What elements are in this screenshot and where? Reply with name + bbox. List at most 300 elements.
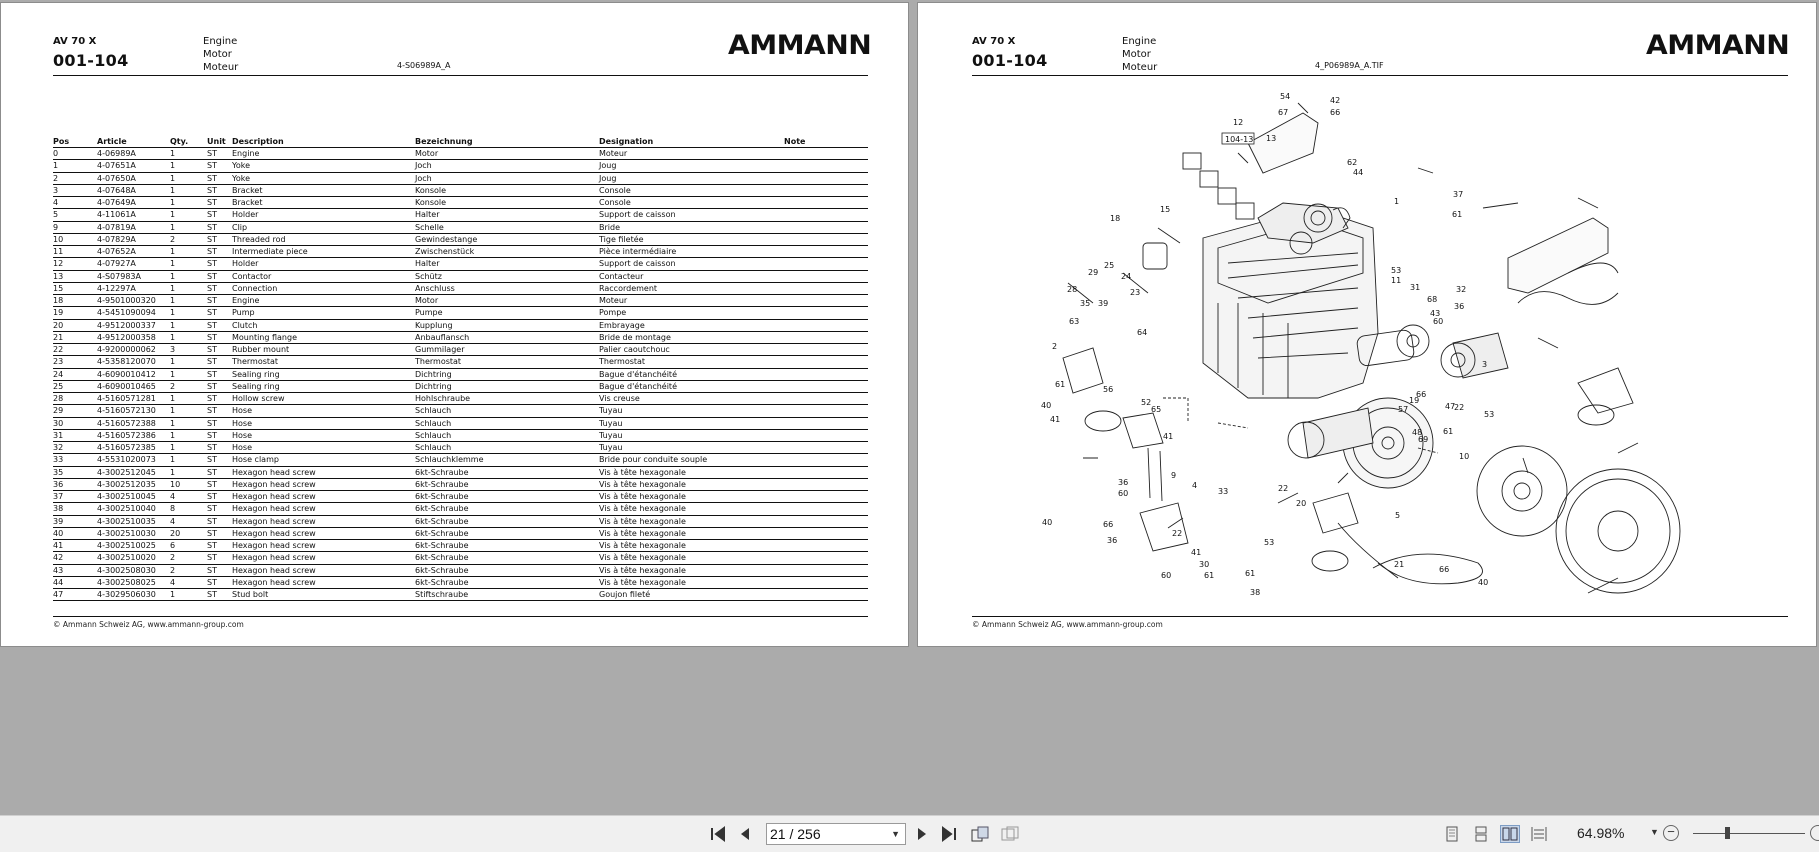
cell-article: 4-5160571281 — [97, 394, 156, 403]
zoom-slider-thumb[interactable] — [1725, 827, 1730, 839]
cell-designation: Vis à tête hexagonale — [599, 553, 686, 563]
exploded-parts-diagram — [918, 3, 1816, 613]
two-page-view-icon[interactable] — [1500, 825, 1520, 843]
cell-pos: 25 — [53, 381, 64, 391]
cell-description: Hexagon head screw — [232, 577, 316, 587]
cell-bezeichnung: 6kt-Schraube — [415, 479, 469, 489]
cell-unit: ST — [207, 369, 217, 379]
callout-44: 44 — [1353, 168, 1364, 177]
cell-article: 4-3002510035 — [97, 516, 156, 526]
table-row — [53, 491, 868, 503]
cell-bezeichnung: Halter — [415, 259, 440, 269]
col-designation: Designation — [599, 137, 654, 146]
cell-designation: Joug — [599, 161, 617, 171]
cell-unit: ST — [207, 332, 217, 342]
table-row — [53, 552, 868, 564]
callout-37: 37 — [1453, 190, 1464, 199]
cell-description: Hexagon head screw — [232, 528, 316, 538]
cell-bezeichnung: 6kt-Schraube — [415, 504, 469, 514]
callout-23: 23 — [1130, 288, 1141, 297]
cell-unit: ST — [207, 296, 217, 305]
cell-unit: ST — [207, 259, 217, 269]
cell-unit: ST — [207, 504, 217, 514]
section-number: 001-104 — [972, 51, 1048, 70]
table-header — [53, 136, 868, 148]
cell-designation: Thermostat — [599, 357, 646, 367]
two-page-continuous-icon[interactable] — [1529, 825, 1549, 843]
cell-unit: ST — [207, 467, 217, 477]
cell-description: Holder — [232, 210, 259, 220]
callout-21: 21 — [1394, 560, 1405, 569]
cell-qty: 1 — [170, 198, 176, 207]
cell-description: Hexagon head screw — [232, 504, 316, 514]
cell-description: Hose clamp — [232, 455, 279, 465]
callout-32: 32 — [1456, 285, 1467, 294]
callout-54: 54 — [1280, 92, 1291, 101]
cell-article: 4-11061A — [97, 210, 136, 220]
parts-table — [53, 136, 868, 601]
cell-description: Threaded rod — [232, 234, 286, 244]
cell-qty: 1 — [170, 271, 176, 281]
callout-48: 48 — [1412, 428, 1423, 437]
callout-60: 60 — [1161, 571, 1172, 580]
cell-qty: 1 — [170, 185, 176, 195]
cell-pos: 29 — [53, 406, 64, 416]
callout-61: 61 — [1443, 427, 1454, 436]
cell-unit: ST — [207, 381, 217, 391]
table-row — [53, 222, 868, 234]
cell-pos: 15 — [53, 283, 64, 293]
cell-unit: ST — [207, 222, 217, 232]
callout-64: 64 — [1137, 328, 1148, 337]
cell-qty: 20 — [170, 528, 181, 538]
callout-53: 53 — [1391, 266, 1402, 275]
continuous-view-icon[interactable] — [1471, 825, 1491, 843]
cell-pos: 21 — [53, 332, 64, 342]
table-row — [53, 369, 868, 381]
cell-description: Thermostat — [232, 357, 279, 367]
callout-61: 61 — [1204, 571, 1215, 580]
table-row — [53, 381, 868, 393]
cell-bezeichnung: 6kt-Schraube — [415, 516, 469, 526]
cell-pos: 9 — [53, 222, 59, 232]
cell-pos: 42 — [53, 553, 64, 563]
cell-unit: ST — [207, 516, 217, 526]
callout-41: 41 — [1050, 415, 1061, 424]
cell-bezeichnung: Motor — [415, 149, 439, 158]
table-row — [53, 356, 868, 368]
table-row — [53, 393, 868, 405]
cell-designation: Raccordement — [599, 283, 658, 293]
cell-designation: Joug — [599, 173, 617, 183]
zoom-slider[interactable] — [1693, 833, 1805, 834]
cell-qty: 1 — [170, 222, 176, 232]
cell-pos: 38 — [53, 504, 64, 514]
cell-pos: 37 — [53, 492, 64, 501]
callout-65: 65 — [1151, 405, 1162, 414]
cell-article: 4-3002510025 — [97, 541, 156, 550]
cell-bezeichnung: Gewindestange — [415, 234, 478, 244]
cell-pos: 10 — [53, 234, 64, 244]
cell-unit: ST — [207, 345, 217, 354]
cell-article: 4-5358120070 — [97, 357, 156, 367]
cell-designation: Vis à tête hexagonale — [599, 541, 686, 550]
cell-description: Intermediate piece — [232, 247, 308, 256]
callout-31: 31 — [1410, 283, 1421, 292]
cell-article: 4-3002510020 — [97, 553, 156, 563]
cell-article: 4-3029506030 — [97, 590, 156, 599]
cell-qty: 10 — [170, 479, 181, 489]
next-page-icon[interactable] — [912, 825, 932, 843]
cell-description: Hexagon head screw — [232, 541, 316, 550]
cell-bezeichnung: Joch — [415, 173, 432, 183]
page-number-value: 21 / 256 — [770, 826, 821, 842]
cell-qty: 2 — [170, 553, 176, 563]
cell-designation: Bride — [599, 222, 620, 232]
cell-bezeichnung: Anbauflansch — [415, 332, 470, 342]
cell-description: Stud bolt — [232, 590, 269, 599]
cell-pos: 31 — [53, 430, 64, 440]
name-en: Engine — [203, 36, 238, 47]
table-row — [53, 589, 868, 601]
cell-pos: 4 — [53, 198, 59, 207]
cell-bezeichnung: Schütz — [415, 271, 442, 281]
cell-designation: Vis à tête hexagonale — [599, 467, 686, 477]
cell-designation: Support de caisson — [599, 259, 676, 269]
cell-description: Hose — [232, 418, 252, 428]
callout-33: 33 — [1218, 487, 1229, 496]
table-row — [53, 197, 868, 209]
zoom-level[interactable]: 64.98% — [1577, 825, 1625, 841]
cell-description: Hexagon head screw — [232, 553, 316, 563]
callout-40: 40 — [1478, 578, 1489, 587]
cell-article: 4-07648A — [97, 185, 136, 195]
rotate-view-icon[interactable] — [970, 825, 990, 843]
cell-article: 4-6090010465 — [97, 381, 156, 391]
cell-pos: 18 — [53, 296, 64, 305]
callout-40: 40 — [1041, 401, 1052, 410]
cell-designation: Vis à tête hexagonale — [599, 565, 686, 575]
footer-copyright: © Ammann Schweiz AG, www.ammann-group.com — [972, 620, 1163, 629]
cell-qty: 1 — [170, 259, 176, 269]
cell-unit: ST — [207, 247, 217, 256]
ammann-logo: AMMANN — [1646, 30, 1790, 61]
callout-67: 67 — [1278, 108, 1289, 117]
model-name: AV 70 X — [972, 36, 1016, 47]
cell-description: Sealing ring — [232, 369, 280, 379]
cell-bezeichnung: 6kt-Schraube — [415, 528, 469, 538]
cell-article: 4-07650A — [97, 173, 136, 183]
cell-designation: Embrayage — [599, 320, 645, 330]
cell-bezeichnung: Schlauch — [415, 443, 452, 452]
cell-description: Hose — [232, 430, 252, 440]
table-row — [53, 234, 868, 246]
cell-article: 4-06989A — [97, 149, 136, 158]
zoom-dropdown-icon[interactable]: ▼ — [1650, 827, 1659, 837]
cell-description: Holder — [232, 259, 259, 269]
cell-article: 4-6090010412 — [97, 369, 156, 379]
cell-unit: ST — [207, 492, 217, 501]
cell-pos: 43 — [53, 565, 64, 575]
cell-unit: ST — [207, 308, 217, 318]
cell-pos: 30 — [53, 418, 64, 428]
cell-bezeichnung: Pumpe — [415, 308, 443, 318]
cell-qty: 1 — [170, 357, 176, 367]
last-page-icon[interactable] — [939, 825, 959, 843]
cell-unit: ST — [207, 565, 217, 575]
callout-53: 53 — [1484, 410, 1495, 419]
cell-pos: 11 — [53, 247, 64, 256]
cell-unit: ST — [207, 406, 217, 416]
cell-description: Connection — [232, 283, 278, 293]
name-en: Engine — [1122, 36, 1157, 47]
cell-article: 4-3002512045 — [97, 467, 156, 477]
cell-description: Bracket — [232, 198, 263, 207]
cell-pos: 1 — [53, 161, 59, 171]
cell-designation: Moteur — [599, 149, 628, 158]
zoom-out-icon[interactable]: − — [1663, 825, 1679, 841]
cell-qty: 1 — [170, 332, 176, 342]
cell-bezeichnung: Schlauch — [415, 418, 452, 428]
cell-designation: Moteur — [599, 296, 628, 305]
footer-rule — [53, 616, 868, 617]
cell-designation: Tuyau — [599, 418, 623, 428]
cell-unit: ST — [207, 528, 217, 538]
callout-25: 25 — [1104, 261, 1115, 270]
cell-pos: 2 — [53, 173, 59, 183]
cell-article: 4-5160572130 — [97, 406, 156, 416]
cell-bezeichnung: Dichtring — [415, 369, 452, 379]
cell-bezeichnung: 6kt-Schraube — [415, 565, 469, 575]
footer-copyright: © Ammann Schweiz AG, www.ammann-group.com — [53, 620, 244, 629]
callout-12: 12 — [1233, 118, 1244, 127]
table-row — [53, 430, 868, 442]
cell-bezeichnung: Zwischenstück — [415, 247, 475, 256]
cell-designation: Tuyau — [599, 443, 623, 452]
cell-qty: 1 — [170, 320, 176, 330]
callout-60: 60 — [1433, 317, 1444, 326]
cell-description: Hose — [232, 443, 252, 452]
callout-28: 28 — [1067, 285, 1078, 294]
cell-qty: 1 — [170, 296, 176, 305]
table-row — [53, 209, 868, 221]
zoom-in-icon[interactable] — [1810, 825, 1819, 841]
cell-bezeichnung: Thermostat — [415, 357, 462, 367]
cell-qty: 1 — [170, 283, 176, 293]
cell-qty: 1 — [170, 430, 176, 440]
cell-qty: 1 — [170, 418, 176, 428]
callout-41: 41 — [1191, 548, 1202, 557]
chevron-down-icon[interactable]: ▼ — [891, 829, 900, 839]
cell-pos: 36 — [53, 479, 64, 489]
fit-page-icon[interactable] — [1000, 825, 1020, 843]
footer-rule — [972, 616, 1788, 617]
callout-52: 52 — [1141, 398, 1152, 407]
cell-qty: 1 — [170, 210, 176, 220]
callout-29: 29 — [1088, 268, 1099, 277]
callout-36: 36 — [1118, 478, 1129, 487]
cell-description: Engine — [232, 149, 260, 158]
table-row — [53, 332, 868, 344]
table-row — [53, 344, 868, 356]
header-rule — [53, 75, 868, 76]
cell-bezeichnung: Schlauchklemme — [415, 455, 484, 465]
callout-53: 53 — [1264, 538, 1275, 547]
table-body — [53, 148, 868, 601]
cell-pos: 28 — [53, 394, 64, 403]
document-reference: 4_P06989A_A.TIF — [1315, 61, 1384, 70]
reference-box-label: 104-13 — [1225, 135, 1254, 144]
callout-20: 20 — [1296, 499, 1307, 508]
cell-description: Hose — [232, 406, 252, 416]
callout-66: 66 — [1416, 390, 1427, 399]
previous-page-icon[interactable] — [735, 825, 755, 843]
cell-unit: ST — [207, 455, 217, 465]
cell-article: 4-07652A — [97, 247, 136, 256]
cell-unit: ST — [207, 357, 217, 367]
cell-unit: ST — [207, 430, 217, 440]
cell-designation: Vis à tête hexagonale — [599, 504, 686, 514]
cell-article: 4-07927A — [97, 259, 136, 269]
cell-designation: Vis à tête hexagonale — [599, 479, 686, 489]
cell-description: Clutch — [232, 320, 258, 330]
cell-article: 4-3002510030 — [97, 528, 156, 538]
cell-pos: 19 — [53, 308, 64, 318]
cell-qty: 8 — [170, 504, 176, 514]
page-number-input[interactable] — [766, 823, 906, 845]
callout-41: 41 — [1163, 432, 1174, 441]
cell-designation: Tuyau — [599, 406, 623, 416]
cell-description: Mounting flange — [232, 332, 297, 342]
cell-article: 4-3002508025 — [97, 577, 156, 587]
cell-pos: 24 — [53, 369, 64, 379]
viewer-toolbar — [0, 815, 1819, 852]
cell-designation: Goujon fileté — [599, 590, 651, 599]
cell-description: Engine — [232, 296, 260, 305]
cell-unit: ST — [207, 173, 217, 183]
col-unit: Unit — [207, 137, 226, 146]
callout-62: 62 — [1347, 158, 1358, 167]
callout-60: 60 — [1118, 489, 1129, 498]
cell-article: 4-07651A — [97, 161, 136, 171]
cell-qty: 1 — [170, 443, 176, 452]
table-row — [53, 148, 868, 160]
table-row — [53, 577, 868, 589]
cell-description: Clip — [232, 222, 248, 232]
cell-unit: ST — [207, 553, 217, 563]
cell-pos: 22 — [53, 345, 64, 354]
callout-24: 24 — [1121, 272, 1132, 281]
cell-designation: Support de caisson — [599, 210, 676, 220]
callout-66: 66 — [1330, 108, 1341, 117]
section-number: 001-104 — [53, 51, 129, 70]
cell-qty: 2 — [170, 381, 176, 391]
cell-description: Hexagon head screw — [232, 565, 316, 575]
callout-61: 61 — [1245, 569, 1256, 578]
callout-2: 2 — [1052, 342, 1058, 351]
cell-description: Hexagon head screw — [232, 516, 316, 526]
first-page-icon[interactable] — [708, 825, 728, 843]
cell-bezeichnung: Dichtring — [415, 381, 452, 391]
callout-56: 56 — [1103, 385, 1114, 394]
cell-description: Rubber mount — [232, 345, 290, 354]
callout-42: 42 — [1330, 96, 1341, 105]
cell-description: Hexagon head screw — [232, 479, 316, 489]
cell-unit: ST — [207, 577, 217, 587]
cell-unit: ST — [207, 283, 217, 293]
cell-description: Contactor — [232, 271, 272, 281]
cell-designation: Contacteur — [599, 271, 644, 281]
cell-qty: 1 — [170, 590, 176, 599]
table-row — [53, 246, 868, 258]
cell-designation: Bague d'étanchéité — [599, 381, 677, 391]
table-row — [53, 320, 868, 332]
cell-description: Pump — [232, 308, 255, 318]
cell-designation: Bride de montage — [599, 332, 671, 342]
callout-57: 57 — [1398, 405, 1409, 414]
callout-4: 4 — [1192, 481, 1198, 490]
col-article: Article — [97, 137, 127, 146]
cell-qty: 4 — [170, 492, 176, 501]
cell-designation: Palier caoutchouc — [599, 345, 670, 354]
callout-3: 3 — [1482, 360, 1488, 369]
cell-bezeichnung: Konsole — [415, 185, 447, 195]
table-row — [53, 418, 868, 430]
callout-68: 68 — [1427, 295, 1438, 304]
cell-bezeichnung: 6kt-Schraube — [415, 492, 469, 501]
cell-article: 4-07829A — [97, 234, 136, 244]
cell-bezeichnung: Schlauch — [415, 430, 452, 440]
cell-pos: 41 — [53, 541, 64, 550]
cell-article: 4-12297A — [97, 283, 136, 293]
cell-description: Sealing ring — [232, 381, 280, 391]
cell-pos: 39 — [53, 516, 64, 526]
callout-11: 11 — [1391, 276, 1402, 285]
callout-43: 43 — [1430, 309, 1441, 318]
cell-designation: Vis à tête hexagonale — [599, 577, 686, 587]
callout-19: 19 — [1409, 396, 1420, 405]
cell-pos: 32 — [53, 443, 64, 452]
cell-qty: 1 — [170, 308, 176, 318]
cell-pos: 13 — [53, 271, 64, 281]
cell-unit: ST — [207, 234, 217, 244]
cell-article: 4-5451090094 — [97, 308, 156, 318]
callout-36: 36 — [1454, 302, 1465, 311]
cell-qty: 1 — [170, 406, 176, 416]
table-row — [53, 467, 868, 479]
cell-article: 4-07819A — [97, 222, 136, 232]
callout-38: 38 — [1250, 588, 1261, 597]
callout-61: 61 — [1055, 380, 1066, 389]
single-page-view-icon[interactable] — [1442, 825, 1462, 843]
cell-article: 4-9512000337 — [97, 320, 156, 330]
cell-pos: 33 — [53, 455, 64, 465]
callout-47: 47 — [1445, 402, 1456, 411]
cell-article: 4-9501000320 — [97, 296, 156, 305]
callout-36: 36 — [1107, 536, 1118, 545]
table-row — [53, 307, 868, 319]
cell-article: 4-5160572385 — [97, 443, 156, 452]
cell-description: Hexagon head screw — [232, 467, 316, 477]
cell-qty: 6 — [170, 541, 176, 550]
right-page — [918, 3, 1816, 646]
callout-1: 1 — [1394, 197, 1400, 206]
cell-pos: 35 — [53, 467, 64, 477]
cell-pos: 3 — [53, 185, 59, 195]
table-row — [53, 442, 868, 454]
cell-designation: Console — [599, 198, 631, 207]
cell-unit: ST — [207, 149, 217, 158]
